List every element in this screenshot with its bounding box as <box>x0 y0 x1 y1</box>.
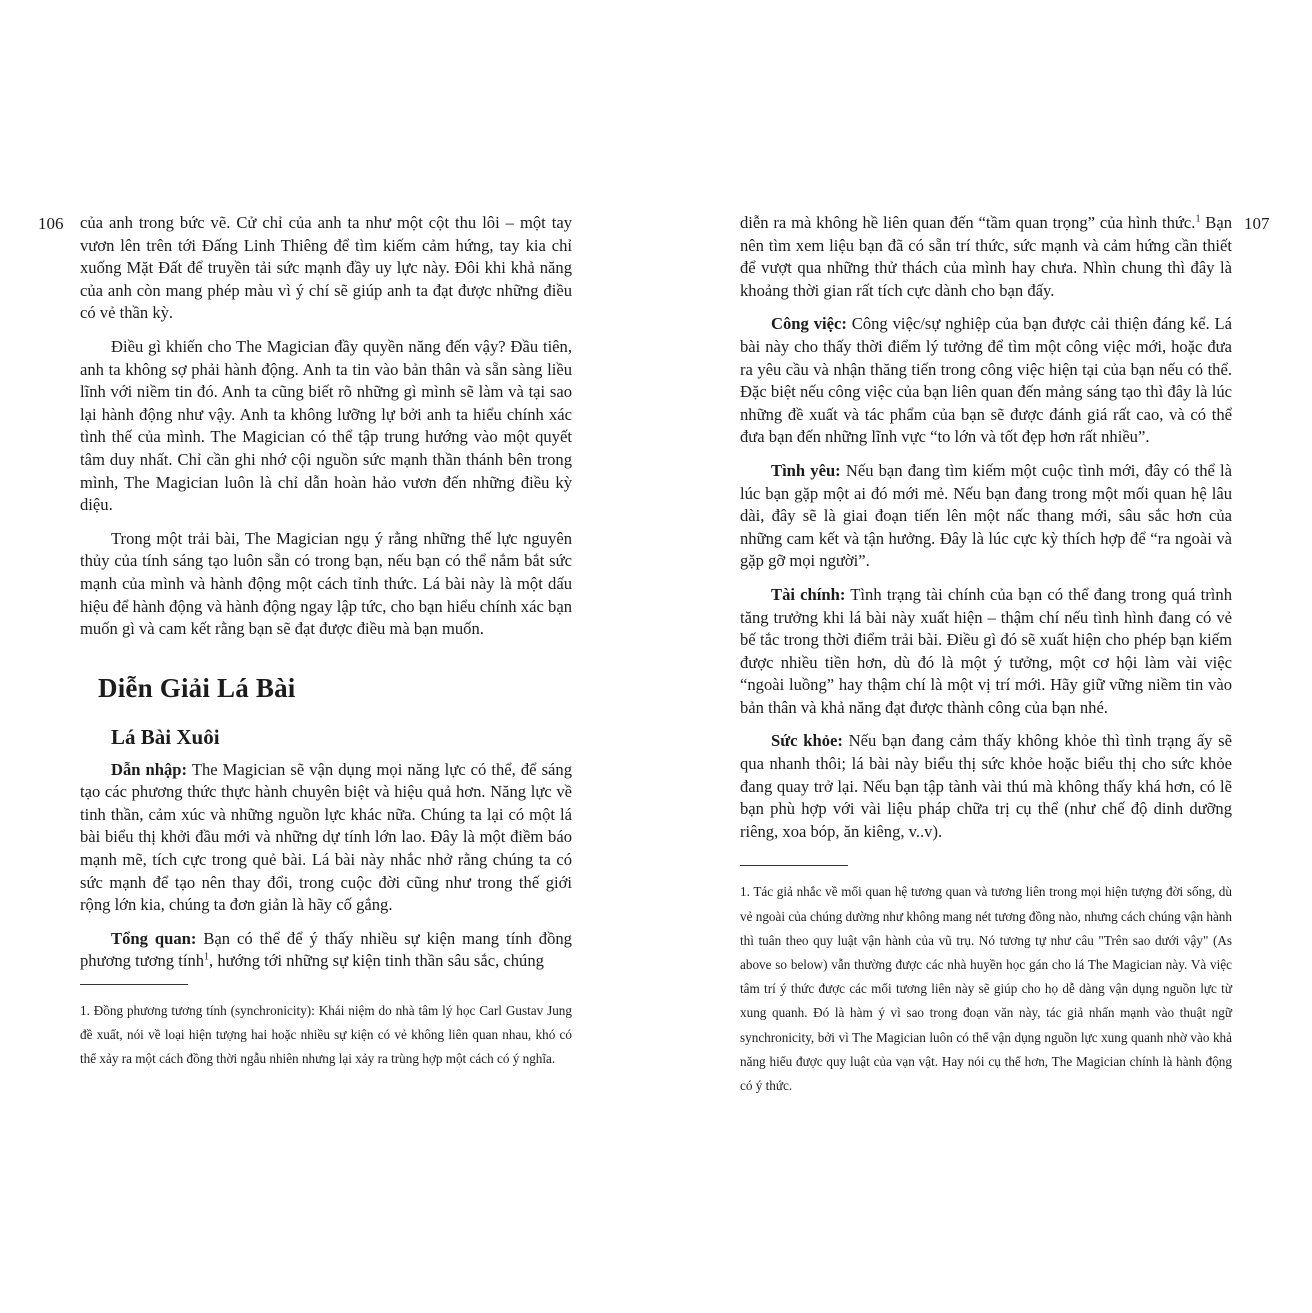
page-number-right: 107 <box>1244 214 1270 233</box>
run-in-label-introduction: Dẫn nhập: <box>111 759 188 779</box>
run-in-label-finance: Tài chính: <box>771 584 846 604</box>
introduction-text: The Magician sẽ vận dụng mọi năng lực có thể, để sáng tạo các phương thức thực hành chuyên biệt và hiệu quả hơn. Năng lực về tinh thần, cảm xúc và những nguồn lực khác nữa. Chúng ta lại có một lá bài biểu thị khởi đầu mới và những dự tính lớn lao. Đây là một điềm báo mạnh mẽ, tích cực trong quẻ bài. Lá bài này nhắc nhở rằng chúng ta có sức mạnh để tạo nên thay đổi, trong cuộc đời cũng như trong thế giới rộng lớn kia, chúng ta đơn giản là hãy cố gắng. <box>80 759 572 915</box>
paragraph-overview <box>80 928 572 973</box>
footnote-divider <box>740 865 848 866</box>
footnote-right: 1. Tác giả nhắc về mối quan hệ tương quan và tương liên trong mọi hiện tượng đời sống, dù vẻ ngoài của chúng dường như không mang nét tương đồng nào, nhưng cách chúng vận hành thì tuân theo quy luật vận hành của vũ trụ. Nó tương tự như câu "Trên sao dưới vậy" (As above so below) vẫn thường được các nhà huyền học gán cho lá The Magician này. Và việc tâm trí ý thức được các mối tương liên này sẽ giúp cho họ dễ dàng vận dụng nguồn lực từ xung quanh. Đó là hàm ý vì sao trong đoạn văn này, tác giả nhấn mạnh vào thuật ngữ synchronicity, bởi vì The Magician luôn có thể vận dụng nguồn lực xung quanh nhờ vào khả năng hiểu được quy luật của vạn vật. Hay nói cụ thể hơn, The Magician chính là hành động có ý thức. <box>740 884 1232 1094</box>
paragraph-continuation-right <box>740 212 1232 302</box>
run-in-label-career: Công việc: <box>771 314 847 334</box>
footnote-left: 1. Đồng phương tương tính (synchronicity): Khái niệm do nhà tâm lý học Carl Gustav Jung đề xuất, nói về loại hiện tượng hai hoặc nhiều sự kiện có vẻ không liên quan nhau, khó có thể xảy ra một cách đồng thời ngẫu nhiên nhưng lại xảy ra trùng hợp một cách có ý nghĩa. <box>80 1003 572 1067</box>
section-heading: Diễn Giải Lá Bài <box>98 672 296 703</box>
continuation-text-after: Bạn nên tìm xem liệu bạn đã có sẵn trí thức, sức mạnh và cảm hứng cần thiết để vượt qua những thử thách của mình hay chưa. Nhìn chung thì đây là khoảng thời gian rất tích cực dành cho bạn đấy. <box>740 213 1232 300</box>
paragraph-continuation: của anh trong bức vẽ. Cử chỉ của anh ta như một cột thu lôi – một tay vươn lên trên tới Đấng Linh Thiêng để tìm kiếm cảm hứng, tay kia chỉ xuống Mặt Đất để truyền tải sức mạnh đầy uy lực này. Đôi khi khả năng của anh còn mang phép màu vì ý chí sẽ giúp anh ta đạt được những điều có vẻ thần kỳ. <box>80 213 572 323</box>
run-in-label-love: Tình yêu: <box>771 460 841 480</box>
paragraph-magician-power: Điều gì khiến cho The Magician đầy quyền năng đến vậy? Đầu tiên, anh ta không sợ phải hành động. Anh ta tin vào bản thân và sẵn sàng liều lĩnh với niềm tin đó. Anh ta cũng biết rõ những gì mình sẽ làm và tại sao lại hành động như vậy. Anh ta không lưỡng lự bởi anh ta hiểu chính xác tình thế của mình. The Magician có thể tập trung hướng vào một quyết tâm duy nhất. Chỉ cần ghi nhớ cội nguồn sức mạnh thần thánh bên trong mình, The Magician luôn là chỉ dẫn hoàn hảo vươn đến những điều kỳ diệu. <box>80 336 572 515</box>
footnote-marker: 1 <box>204 951 210 963</box>
overview-text: Bạn có thể để ý thấy nhiều sự kiện mang tính đồng phương tương tính <box>80 928 572 971</box>
overview-text-after: , hướng tới những sự kiện tinh thần sâu sắc, chúng <box>209 951 544 971</box>
paragraph-health <box>740 730 1232 843</box>
run-in-label-health: Sức khỏe: <box>771 731 843 751</box>
footnote-divider <box>80 984 188 985</box>
health-text: Nếu bạn đang cảm thấy không khỏe thì tình trạng ấy sẽ qua nhanh thôi; lá bài này biểu thị sức khỏe hoặc biểu thị cho sức khỏe đang quay trở lại. Nếu bạn tập tành vài thú mà không thấy khá hơn, có lẽ bạn phù hợp với vài liệu pháp chữa trị cụ thể (như chế độ dinh dưỡng riêng, xoa bóp, ăn kiêng, v..v). <box>740 731 1232 841</box>
paragraph-spread-meaning: Trong một trải bài, The Magician ngụ ý rằng những thế lực nguyên thủy của tính sáng tạo luôn sẵn có trong bạn, nếu bạn có thể nắm bắt sức mạnh của mình và hành động một cách tỉnh thức. Lá bài này là một dấu hiệu để hành động và hành động ngay lập tức, cho bạn hiểu chính xác bạn muốn gì và cam kết rằng bạn sẽ đạt được điều mà bạn muốn. <box>80 528 572 639</box>
right-page <box>740 212 1232 1098</box>
love-text: Nếu bạn đang tìm kiếm một cuộc tình mới, đây có thể là lúc bạn gặp một ai đó mới mẻ. Nếu bạn đang trong một mối quan hệ lâu dài, đây sẽ là giai đoạn tiến lên một nấc thang mới, sâu sắc hơn của những cam kết và tận hưởng. Đây là lúc cực kỳ thích hợp để “ra ngoài và gặp gỡ mọi người”. <box>740 460 1233 571</box>
career-text: Công việc/sự nghiệp của bạn được cải thiện đáng kể. Lá bài này cho thấy thời điểm lý tưởng để tìm một công việc mới, hoặc đưa ra yêu cầu và nhận thăng tiến trong công việc hiện tại của bạn nếu có thể. Đặc biệt nếu công việc của bạn liên quan đến mảng sáng tạo thì đây là lúc những đề xuất và tác phẩm của bạn sẽ được đánh giá rất cao, và có thể đưa bạn đến những lĩnh vực “to lớn và tốt đẹp hơn rất nhiều”. <box>740 314 1232 447</box>
paragraph-love <box>740 460 1232 573</box>
left-page <box>80 212 572 1072</box>
run-in-label-overview: Tổng quan: <box>111 928 197 948</box>
continuation-text: diễn ra mà không hề liên quan đến “tầm quan trọng” của hình thức. <box>740 213 1196 232</box>
footnote-marker: 1 <box>1195 213 1201 225</box>
paragraph-introduction <box>80 759 572 917</box>
subsection-heading: Lá Bài Xuôi <box>111 724 220 749</box>
paragraph-finance <box>740 584 1232 720</box>
finance-text: Tình trạng tài chính của bạn có thể đang trong quá trình tăng trưởng khi lá bài này xuất hiện – thậm chí nếu tình hình đang có vẻ bế tắc trong thời điểm trải bài. Điều gì đó sẽ xuất hiện cho phép bạn kiếm được nhiều tiền hơn, dù đó là một ý tưởng, một cơ hội làm vài việc “ngoài luồng” hay thậm chí là một vị trí mới. Hãy giữ vững niềm tin vào bản thân và khả năng đạt được thành công của bạn nhé. <box>740 584 1232 717</box>
paragraph-career <box>740 313 1232 449</box>
page-number-left: 106 <box>38 214 64 233</box>
